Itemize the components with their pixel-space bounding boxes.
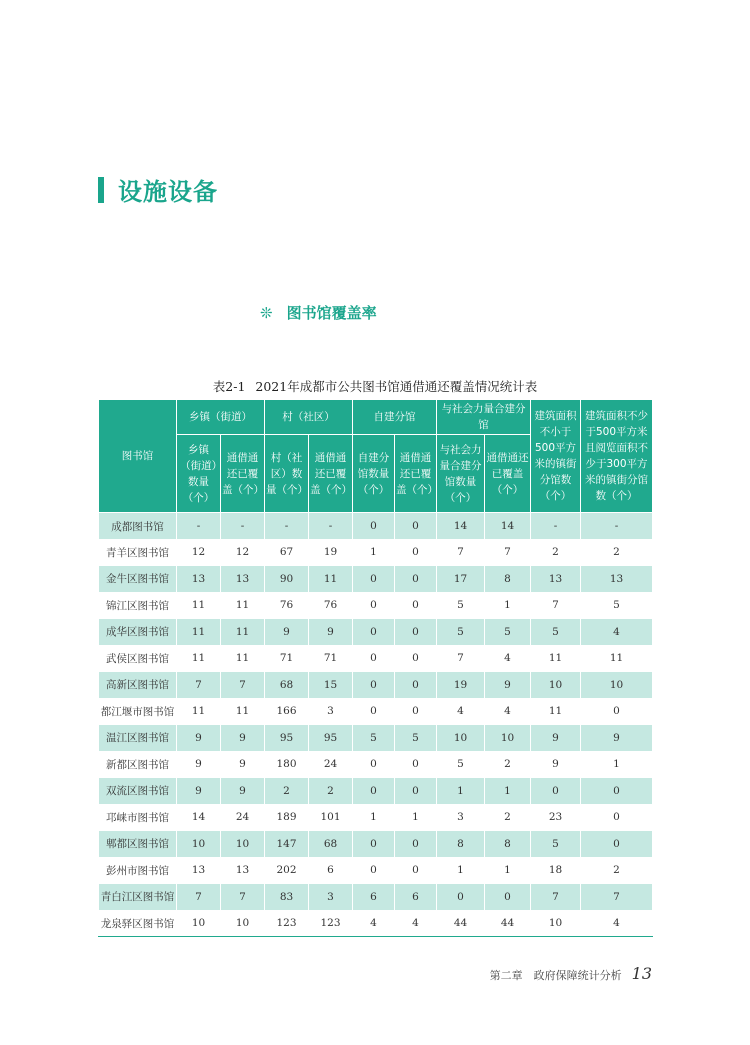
value-cell: 1 <box>437 778 485 805</box>
value-cell: 189 <box>265 804 309 831</box>
value-cell: 10 <box>221 910 265 937</box>
value-cell: 0 <box>353 831 395 858</box>
value-cell: 123 <box>309 910 353 937</box>
value-cell: 2 <box>485 804 531 831</box>
value-cell: 90 <box>265 566 309 593</box>
value-cell: 0 <box>395 645 437 672</box>
value-cell: 0 <box>395 831 437 858</box>
table-row <box>99 672 653 699</box>
value-cell: 71 <box>265 645 309 672</box>
value-cell: 0 <box>353 513 395 540</box>
value-cell: 2 <box>309 778 353 805</box>
subsection-title: 图书馆覆盖率 <box>286 304 377 322</box>
value-cell: 0 <box>353 698 395 725</box>
value-cell: 71 <box>309 645 353 672</box>
value-cell: 2 <box>485 751 531 778</box>
value-cell: 0 <box>395 513 437 540</box>
header-group-township: 乡镇（街道） <box>177 400 265 435</box>
value-cell: 0 <box>581 698 653 725</box>
value-cell: 202 <box>265 857 309 884</box>
value-cell: 0 <box>581 804 653 831</box>
value-cell: 0 <box>353 566 395 593</box>
header-group-social: 与社会力量合建分馆 <box>437 400 531 435</box>
flower-icon: ❊ <box>260 303 273 322</box>
value-cell: 44 <box>437 910 485 937</box>
value-cell: 7 <box>221 884 265 911</box>
value-cell: 8 <box>437 831 485 858</box>
value-cell: 7 <box>531 592 581 619</box>
value-cell: 9 <box>581 725 653 752</box>
value-cell: 68 <box>265 672 309 699</box>
table-row <box>99 592 653 619</box>
value-cell: - <box>531 513 581 540</box>
table-caption-number: 表2-1 <box>212 379 246 394</box>
table-row <box>99 778 653 805</box>
value-cell: - <box>265 513 309 540</box>
value-cell: 13 <box>177 566 221 593</box>
header-group-self-built: 自建分馆 <box>353 400 437 435</box>
subheader-social-covered: 通借通还已覆盖（个） <box>485 435 531 513</box>
header-group-village: 村（社区） <box>265 400 353 435</box>
table-row <box>99 725 653 752</box>
value-cell: 0 <box>581 778 653 805</box>
value-cell: 8 <box>485 831 531 858</box>
value-cell: 1 <box>353 804 395 831</box>
value-cell: 9 <box>221 725 265 752</box>
table-row <box>99 513 653 540</box>
value-cell: 5 <box>531 831 581 858</box>
value-cell: 13 <box>581 566 653 593</box>
value-cell: 0 <box>395 778 437 805</box>
value-cell: 2 <box>265 778 309 805</box>
value-cell: 6 <box>309 857 353 884</box>
value-cell: 6 <box>395 884 437 911</box>
library-name-cell: 成都图书馆 <box>99 513 177 540</box>
subsection-heading <box>260 302 377 323</box>
library-name-cell: 成华区图书馆 <box>99 619 177 646</box>
value-cell: 7 <box>221 672 265 699</box>
value-cell: 8 <box>485 566 531 593</box>
value-cell: 14 <box>437 513 485 540</box>
value-cell: 9 <box>531 725 581 752</box>
value-cell: 12 <box>221 539 265 566</box>
value-cell: 11 <box>177 698 221 725</box>
value-cell: 0 <box>531 778 581 805</box>
table-row <box>99 910 653 937</box>
value-cell: 0 <box>395 566 437 593</box>
value-cell: 7 <box>531 884 581 911</box>
table-row <box>99 804 653 831</box>
value-cell: 0 <box>395 698 437 725</box>
value-cell: 13 <box>531 566 581 593</box>
value-cell: 11 <box>531 698 581 725</box>
value-cell: 1 <box>485 778 531 805</box>
value-cell: - <box>309 513 353 540</box>
table-row <box>99 566 653 593</box>
value-cell: - <box>581 513 653 540</box>
library-name-cell: 高新区图书馆 <box>99 672 177 699</box>
value-cell: 4 <box>581 910 653 937</box>
header-library: 图书馆 <box>99 400 177 513</box>
value-cell: 10 <box>221 831 265 858</box>
value-cell: - <box>221 513 265 540</box>
value-cell: 9 <box>221 751 265 778</box>
value-cell: 14 <box>485 513 531 540</box>
value-cell: 95 <box>265 725 309 752</box>
value-cell: 44 <box>485 910 531 937</box>
value-cell: 9 <box>531 751 581 778</box>
value-cell: 5 <box>531 619 581 646</box>
section-accent-bar <box>98 177 104 203</box>
header-branch-500: 建筑面积不小于500平方米的镇街分馆数（个） <box>531 400 581 513</box>
value-cell: 10 <box>485 725 531 752</box>
value-cell: 24 <box>221 804 265 831</box>
value-cell: 2 <box>531 539 581 566</box>
value-cell: 9 <box>177 778 221 805</box>
value-cell: 10 <box>177 910 221 937</box>
value-cell: 0 <box>395 751 437 778</box>
library-name-cell: 双流区图书馆 <box>99 778 177 805</box>
value-cell: 23 <box>531 804 581 831</box>
section-title: 设施设备 <box>118 178 218 206</box>
subheader-township-covered: 通借通还已覆盖（个） <box>221 435 265 513</box>
subheader-social-count: 与社会力量合建分馆数量（个） <box>437 435 485 513</box>
value-cell: 7 <box>437 539 485 566</box>
value-cell: 7 <box>581 884 653 911</box>
value-cell: 13 <box>221 857 265 884</box>
header-branch-500-300: 建筑面积不少于500平方米且阅览面积不少于300平方米的镇街分馆数（个） <box>581 400 653 513</box>
value-cell: 11 <box>177 645 221 672</box>
value-cell: 4 <box>485 698 531 725</box>
coverage-table <box>98 399 653 937</box>
subheader-self-built-covered: 通借通还已覆盖（个） <box>395 435 437 513</box>
value-cell: 13 <box>221 566 265 593</box>
value-cell: 0 <box>485 884 531 911</box>
library-name-cell: 青羊区图书馆 <box>99 539 177 566</box>
value-cell: 83 <box>265 884 309 911</box>
value-cell: 7 <box>485 539 531 566</box>
table-caption-title: 2021年成都市公共图书馆通借通还覆盖情况统计表 <box>255 379 538 394</box>
value-cell: 11 <box>221 592 265 619</box>
value-cell: 11 <box>309 566 353 593</box>
value-cell: 7 <box>437 645 485 672</box>
value-cell: 9 <box>177 725 221 752</box>
value-cell: 0 <box>353 751 395 778</box>
value-cell: 0 <box>395 672 437 699</box>
value-cell: 166 <box>265 698 309 725</box>
table-row <box>99 539 653 566</box>
value-cell: 0 <box>395 592 437 619</box>
value-cell: 1 <box>581 751 653 778</box>
value-cell: 7 <box>177 672 221 699</box>
value-cell: 0 <box>353 778 395 805</box>
value-cell: 19 <box>437 672 485 699</box>
value-cell: 11 <box>221 698 265 725</box>
table-caption <box>98 377 652 395</box>
value-cell: 15 <box>309 672 353 699</box>
value-cell: 9 <box>485 672 531 699</box>
page-footer <box>490 964 652 983</box>
value-cell: 3 <box>309 698 353 725</box>
value-cell: 6 <box>353 884 395 911</box>
subheader-village-count: 村（社区）数量（个） <box>265 435 309 513</box>
value-cell: 5 <box>485 619 531 646</box>
library-name-cell: 金牛区图书馆 <box>99 566 177 593</box>
value-cell: 5 <box>437 619 485 646</box>
value-cell: 0 <box>395 857 437 884</box>
value-cell: 1 <box>353 539 395 566</box>
value-cell: 1 <box>395 804 437 831</box>
value-cell: 9 <box>221 778 265 805</box>
value-cell: 7 <box>177 884 221 911</box>
value-cell: 14 <box>177 804 221 831</box>
value-cell: 147 <box>265 831 309 858</box>
value-cell: 0 <box>353 672 395 699</box>
page-number: 13 <box>631 964 652 983</box>
value-cell: 5 <box>353 725 395 752</box>
chapter-label: 第二章 政府保障统计分析 <box>489 969 622 982</box>
value-cell: 0 <box>437 884 485 911</box>
library-name-cell: 武侯区图书馆 <box>99 645 177 672</box>
value-cell: 2 <box>581 857 653 884</box>
table-row <box>99 857 653 884</box>
value-cell: 5 <box>437 751 485 778</box>
table-row <box>99 619 653 646</box>
value-cell: 9 <box>177 751 221 778</box>
value-cell: 10 <box>531 672 581 699</box>
value-cell: 4 <box>353 910 395 937</box>
library-name-cell: 都江堰市图书馆 <box>99 698 177 725</box>
value-cell: 5 <box>395 725 437 752</box>
library-name-cell: 彭州市图书馆 <box>99 857 177 884</box>
value-cell: 9 <box>265 619 309 646</box>
value-cell: 4 <box>395 910 437 937</box>
subheader-self-built-count: 自建分馆数量（个） <box>353 435 395 513</box>
value-cell: 4 <box>437 698 485 725</box>
subheader-village-covered: 通借通还已覆盖（个） <box>309 435 353 513</box>
library-name-cell: 郫都区图书馆 <box>99 831 177 858</box>
value-cell: 1 <box>437 857 485 884</box>
value-cell: 76 <box>309 592 353 619</box>
value-cell: 5 <box>437 592 485 619</box>
value-cell: 11 <box>581 645 653 672</box>
value-cell: 4 <box>581 619 653 646</box>
value-cell: 10 <box>177 831 221 858</box>
value-cell: 3 <box>309 884 353 911</box>
library-name-cell: 新都区图书馆 <box>99 751 177 778</box>
value-cell: 76 <box>265 592 309 619</box>
value-cell: 123 <box>265 910 309 937</box>
value-cell: 0 <box>395 539 437 566</box>
library-name-cell: 温江区图书馆 <box>99 725 177 752</box>
section-heading <box>98 172 218 207</box>
value-cell: 0 <box>353 619 395 646</box>
library-name-cell: 龙泉驿区图书馆 <box>99 910 177 937</box>
value-cell: 19 <box>309 539 353 566</box>
value-cell: 11 <box>221 619 265 646</box>
value-cell: 17 <box>437 566 485 593</box>
value-cell: 10 <box>531 910 581 937</box>
table-row <box>99 698 653 725</box>
value-cell: 3 <box>437 804 485 831</box>
value-cell: 11 <box>177 619 221 646</box>
value-cell: - <box>177 513 221 540</box>
value-cell: 101 <box>309 804 353 831</box>
library-name-cell: 青白江区图书馆 <box>99 884 177 911</box>
value-cell: 67 <box>265 539 309 566</box>
value-cell: 12 <box>177 539 221 566</box>
value-cell: 11 <box>531 645 581 672</box>
value-cell: 0 <box>395 619 437 646</box>
value-cell: 0 <box>353 592 395 619</box>
table-row <box>99 884 653 911</box>
value-cell: 0 <box>353 857 395 884</box>
table-row <box>99 645 653 672</box>
value-cell: 1 <box>485 592 531 619</box>
subheader-township-count: 乡镇（街道）数量（个） <box>177 435 221 513</box>
value-cell: 180 <box>265 751 309 778</box>
value-cell: 9 <box>309 619 353 646</box>
value-cell: 5 <box>581 592 653 619</box>
library-name-cell: 邛崃市图书馆 <box>99 804 177 831</box>
value-cell: 24 <box>309 751 353 778</box>
value-cell: 10 <box>581 672 653 699</box>
value-cell: 0 <box>581 831 653 858</box>
value-cell: 2 <box>581 539 653 566</box>
value-cell: 11 <box>177 592 221 619</box>
value-cell: 95 <box>309 725 353 752</box>
value-cell: 18 <box>531 857 581 884</box>
library-name-cell: 锦江区图书馆 <box>99 592 177 619</box>
value-cell: 10 <box>437 725 485 752</box>
value-cell: 11 <box>221 645 265 672</box>
value-cell: 4 <box>485 645 531 672</box>
table-row <box>99 751 653 778</box>
value-cell: 68 <box>309 831 353 858</box>
value-cell: 0 <box>353 645 395 672</box>
table-row <box>99 831 653 858</box>
value-cell: 13 <box>177 857 221 884</box>
value-cell: 1 <box>485 857 531 884</box>
